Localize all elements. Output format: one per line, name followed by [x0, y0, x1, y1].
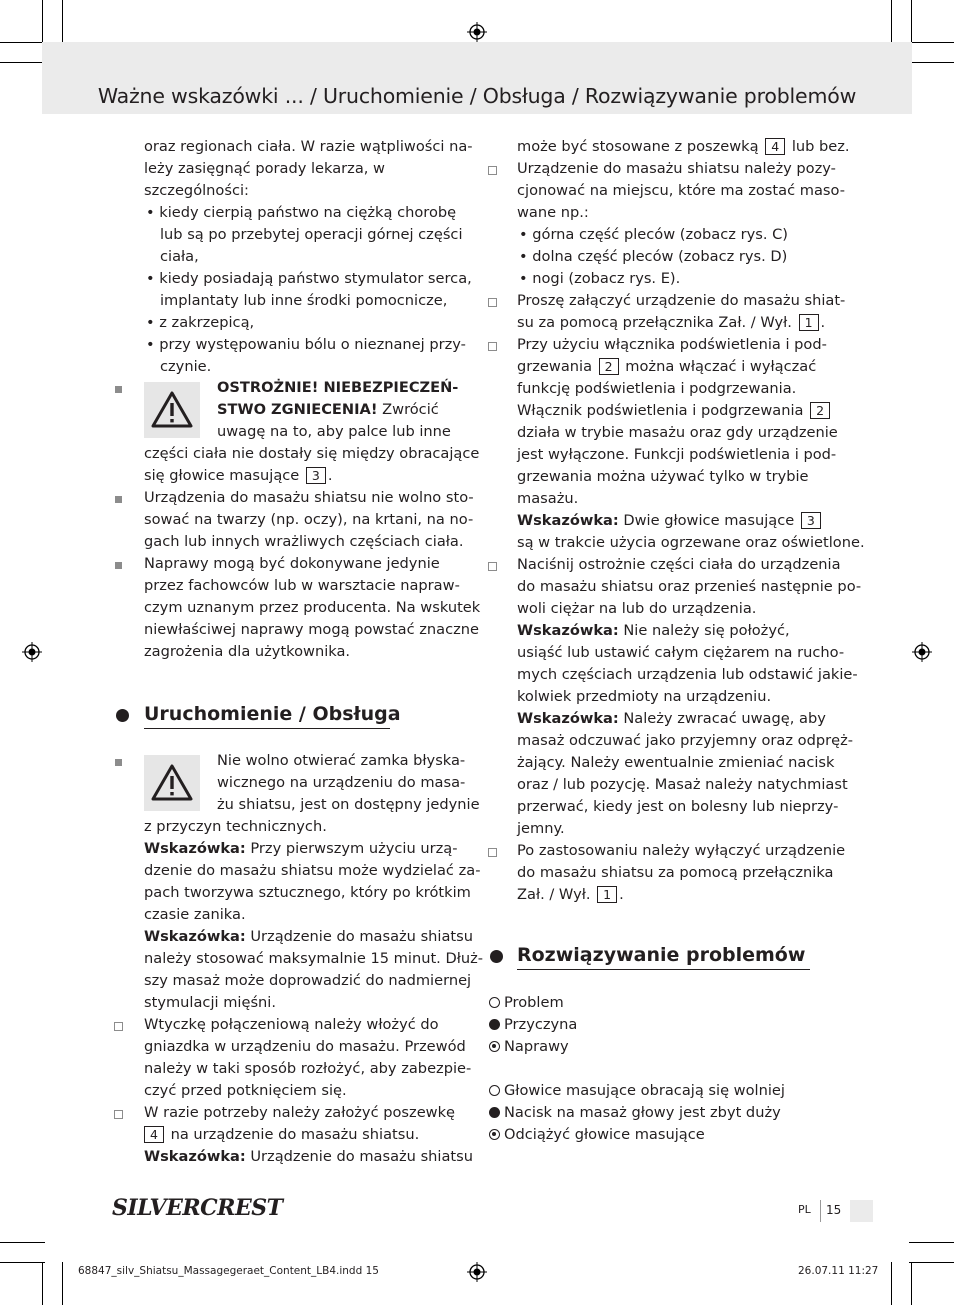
trouble-problem: [489, 1080, 785, 1102]
text-line: cjonować na miejscu, które ma zostać maso-: [517, 182, 845, 199]
legend-item: [489, 1014, 577, 1036]
text-span: grzewania: [517, 358, 593, 375]
part-ref: 3: [306, 467, 326, 484]
text-span: .: [327, 467, 333, 484]
note-line: [144, 926, 473, 948]
text-line: funkcję podświetlenia i podgrzewania.: [517, 380, 797, 397]
registration-mark-icon: [912, 642, 932, 662]
text-line: [144, 465, 333, 487]
crop-mark: [911, 0, 912, 45]
text-span: się głowice masujące: [144, 467, 300, 484]
note-label: Wskazówka:: [517, 622, 619, 639]
warning-box: [144, 755, 200, 811]
crop-mark: [891, 0, 892, 45]
text-span: Urządzenie do masażu shiatsu: [245, 928, 473, 945]
slug-filename: 68847_silv_Shiatsu_Massagegeraet_Content_LB4.indd 15: [78, 1265, 379, 1277]
text-line: masaż odczuwać jako przyjemny oraz odpręż-: [517, 732, 854, 749]
text-line: działa w trybie masażu oraz gdy urządzenie: [517, 424, 838, 441]
text-line: [517, 400, 832, 422]
text-span: Włącznik podświetlenia i podgrzewania: [517, 402, 804, 419]
text-line: wicznego na urządzeniu do masa-: [217, 774, 466, 791]
crop-mark: [909, 62, 954, 63]
text-line: są w trakcie użycia ogrzewane oraz oświetlone.: [517, 534, 865, 551]
crop-mark: [0, 1242, 45, 1243]
trouble-cause: [489, 1102, 781, 1124]
warning-triangle-icon: [150, 390, 194, 430]
text-span: Należy zwracać uwagę, aby: [618, 710, 826, 727]
note-label: Wskazówka:: [517, 710, 619, 727]
crop-mark: [909, 42, 954, 43]
trouble-text: Odciążyć głowice masujące: [504, 1126, 705, 1143]
part-ref: 1: [597, 886, 617, 903]
text-line: Przy użyciu włącznika podświetlenia i pod-: [517, 336, 827, 353]
checkbox-bullet-icon: [488, 562, 497, 571]
crop-mark: [62, 0, 63, 45]
text-line: oraz / lub pozycję. Masaż należy natychmiast: [517, 776, 848, 793]
text-line: usiąść lub ustawić całym ciężarem na rucho-: [517, 644, 845, 661]
text-span: można włączać i wyłączać: [620, 358, 817, 375]
text-line: szczególności:: [144, 182, 249, 199]
bullet-item: • dolna część pleców (zobacz rys. D): [519, 248, 788, 265]
text-span: Przy pierwszym użyciu urzą-: [245, 840, 458, 857]
text-line: masażu.: [517, 490, 579, 507]
text-line: jest wyłączone. Funkcji podświetlenia i pod-: [517, 446, 837, 463]
crop-mark: [42, 1262, 43, 1305]
text-span: Dwie głowice masujące: [618, 512, 795, 529]
text-line: należy stosować maksymalnie 15 minut. Dłuż-: [144, 950, 484, 967]
text-line: do masażu shiatsu za pomocą przełącznika: [517, 864, 834, 881]
text-line: leży zasięgnąć porady lekarza, w: [144, 160, 385, 177]
section-underline: [144, 728, 390, 729]
text-line: grzewania można używać tylko w trybie: [517, 468, 809, 485]
trouble-text: Głowice masujące obracają się wolniej: [504, 1082, 785, 1099]
text-line: czym uznanym przez producenta. Na wskutek: [144, 599, 481, 616]
text-line: czynie.: [160, 358, 212, 375]
note-line: [517, 708, 826, 730]
text-line: wane np.:: [517, 204, 589, 221]
part-ref: 4: [765, 138, 785, 155]
text-line: żu shiatsu, jest on dostępny jedynie: [217, 796, 480, 813]
registration-mark-icon: [467, 22, 487, 42]
text-span: na urządzenie do masażu shiatsu.: [165, 1126, 420, 1143]
warning-text: Zwrócić: [377, 401, 439, 418]
footer-divider: [820, 1200, 821, 1222]
section-title: Rozwiązywanie problemów: [517, 944, 806, 966]
part-ref: 1: [799, 314, 819, 331]
text-line: części ciała nie dostały się między obracające: [144, 445, 480, 462]
text-line: Po zastosowaniu należy wyłączyć urządzenie: [517, 842, 846, 859]
note-label: Wskazówka:: [144, 928, 246, 945]
square-bullet-icon: [115, 562, 122, 569]
legend-label: Naprawy: [504, 1038, 569, 1055]
legend-item: [489, 992, 564, 1014]
text-span: lub bez.: [787, 138, 850, 155]
text-span: Nie należy się położyć,: [618, 622, 790, 639]
text-line: Wtyczkę połączeniową należy włożyć do: [144, 1016, 439, 1033]
square-bullet-icon: [115, 386, 122, 393]
text-line: Urządzenia do masażu shiatsu nie wolno sto-: [144, 489, 474, 506]
text-line: Urządzenie do masażu shiatsu należy pozy-: [517, 160, 836, 177]
target-circle-icon: [489, 1129, 500, 1140]
note-line: [517, 620, 790, 642]
text-line: do masażu shiatsu oraz przenieś następnie po-: [517, 578, 862, 595]
registration-mark-icon: [467, 1262, 487, 1282]
section-underline: [517, 969, 810, 970]
text-line: jemny.: [517, 820, 565, 837]
filled-circle-icon: [489, 1107, 500, 1118]
text-line: przerwać, kiedy jest on bolesny lub nieprzy-: [517, 798, 839, 815]
trouble-text: Nacisk na masaż głowy jest zbyt duży: [504, 1104, 781, 1121]
part-ref: 4: [144, 1126, 164, 1143]
text-line: [142, 1124, 419, 1146]
text-span: .: [619, 886, 624, 903]
bullet-item: • przy występowaniu bólu o nieznanej przy-: [146, 336, 466, 353]
text-line: Nie wolno otwierać zamka błyska-: [217, 752, 466, 769]
crop-mark: [42, 0, 43, 45]
text-line: [517, 884, 624, 906]
page-number: 15: [826, 1203, 842, 1217]
text-line: gach lub innych wrażliwych częściach ciała.: [144, 533, 464, 550]
crop-mark: [909, 1242, 954, 1243]
crop-mark: [0, 1262, 45, 1263]
checkbox-bullet-icon: [488, 298, 497, 307]
text-line: [517, 356, 816, 378]
note-label: Wskazówka:: [144, 840, 246, 857]
text-line: sować na twarzy (np. oczy), na krtani, na no-: [144, 511, 474, 528]
text-line: Naprawy mogą być dokonywane jedynie: [144, 555, 440, 572]
text-line: lub są po przebytej operacji górnej części: [160, 226, 463, 243]
section-bullet-icon: [116, 709, 129, 722]
text-span: su za pomocą przełącznika Zał. / Wył.: [517, 314, 792, 331]
text-line: kolwiek przedmioty na urządzeniu.: [517, 688, 772, 705]
checkbox-bullet-icon: [114, 1110, 123, 1119]
text-line: uwagę na to, aby palce lub inne: [217, 423, 451, 440]
section-bullet-icon: [490, 950, 503, 963]
text-line: mych częściach urządzenia lub odstawić jakie-: [517, 666, 858, 683]
text-line: niewłaściwej naprawy mogą powstać znaczne: [144, 621, 480, 638]
warning-box: [144, 382, 200, 438]
text-span: .: [820, 314, 826, 331]
target-circle-icon: [489, 1041, 500, 1052]
checkbox-bullet-icon: [488, 166, 497, 175]
text-line: żający. Należy ewentualnie zmieniać nacisk: [517, 754, 835, 771]
legend-item: [489, 1036, 569, 1058]
text-line: Naciśnij ostrożnie części ciała do urządzenia: [517, 556, 841, 573]
part-ref: 2: [810, 402, 830, 419]
crop-mark: [0, 62, 45, 63]
crop-mark: [62, 1262, 63, 1305]
text-line: woli ciężar na lub do urządzenia.: [517, 600, 757, 617]
text-line: [517, 136, 850, 158]
bullet-item: • kiedy cierpią państwo na ciężką chorobę: [146, 204, 457, 221]
page-title: Ważne wskazówki ... / Uruchomienie / Obsługa / Rozwiązywanie problemów: [97, 84, 857, 108]
footer-tab: [850, 1200, 873, 1222]
language-code: PL: [798, 1203, 811, 1216]
checkbox-bullet-icon: [488, 342, 497, 351]
note-line: [144, 1146, 473, 1168]
note-label: Wskazówka:: [517, 512, 619, 529]
text-line: stymulacji mięśni.: [144, 994, 276, 1011]
note-line: [144, 838, 457, 860]
checkbox-bullet-icon: [114, 1022, 123, 1031]
text-span: Zał. / Wył.: [517, 886, 591, 903]
square-bullet-icon: [115, 759, 122, 766]
warning-text: [217, 399, 439, 421]
warning-heading: STWO ZGNIECENIA!: [217, 401, 378, 418]
text-line: szy masaż może doprowadzić do nadmiernej: [144, 972, 472, 989]
warning-heading: OSTROŻNIE! NIEBEZPIECZEŃ-: [217, 379, 459, 396]
part-ref: 3: [801, 512, 821, 529]
note-label: Wskazówka:: [144, 1148, 246, 1165]
open-circle-icon: [489, 1085, 500, 1096]
crop-mark: [911, 1262, 912, 1305]
text-line: z przyczyn technicznych.: [144, 818, 327, 835]
checkbox-bullet-icon: [488, 848, 497, 857]
text-line: przez fachowców lub w warsztacie napraw-: [144, 577, 460, 594]
text-line: [517, 312, 825, 334]
text-span: Urządzenie do masażu shiatsu: [245, 1148, 473, 1165]
slug-date: 26.07.11 11:27: [798, 1265, 879, 1277]
bullet-item: • nogi (zobacz rys. E).: [519, 270, 681, 287]
text-line: czasie zanika.: [144, 906, 246, 923]
text-line: gniazdka w urządzeniu do masażu. Przewód: [144, 1038, 466, 1055]
text-line: ciała,: [160, 248, 199, 265]
legend-label: Przyczyna: [504, 1016, 578, 1033]
text-line: dzenie do masażu shiatsu może wydzielać za-: [144, 862, 481, 879]
text-span: może być stosowane z poszewką: [517, 138, 759, 155]
crop-mark: [891, 1262, 892, 1305]
text-line: Proszę załączyć urządzenie do masażu shiat-: [517, 292, 846, 309]
open-circle-icon: [489, 997, 500, 1008]
legend-label: Problem: [504, 994, 564, 1011]
crop-mark: [909, 1262, 954, 1263]
filled-circle-icon: [489, 1019, 500, 1030]
square-bullet-icon: [115, 496, 122, 503]
trouble-remedy: [489, 1124, 705, 1146]
warning-triangle-icon: [150, 763, 194, 803]
part-ref: 2: [599, 358, 619, 375]
text-line: W razie potrzeby należy założyć poszewkę: [144, 1104, 456, 1121]
registration-mark-icon: [22, 642, 42, 662]
text-line: zagrożenia dla użytkownika.: [144, 643, 351, 660]
brand-logo: SILVERCREST: [112, 1195, 283, 1221]
text-line: czyć przed potknięciem się.: [144, 1082, 347, 1099]
bullet-item: • z zakrzepicą,: [146, 314, 255, 331]
text-line: pach tworzywa sztucznego, który po krótkim: [144, 884, 471, 901]
text-line: należy w taki sposób rozłożyć, aby zabezpie-: [144, 1060, 472, 1077]
bullet-item: • kiedy posiadają państwo stymulator serca,: [146, 270, 472, 287]
crop-mark: [0, 42, 45, 43]
note-line: [517, 510, 823, 532]
bullet-item: • górna część pleców (zobacz rys. C): [519, 226, 788, 243]
text-line: oraz regionach ciała. W razie wątpliwości na-: [144, 138, 473, 155]
section-title: Uruchomienie / Obsługa: [144, 703, 401, 725]
text-line: implantaty lub inne środki pomocnicze,: [160, 292, 448, 309]
